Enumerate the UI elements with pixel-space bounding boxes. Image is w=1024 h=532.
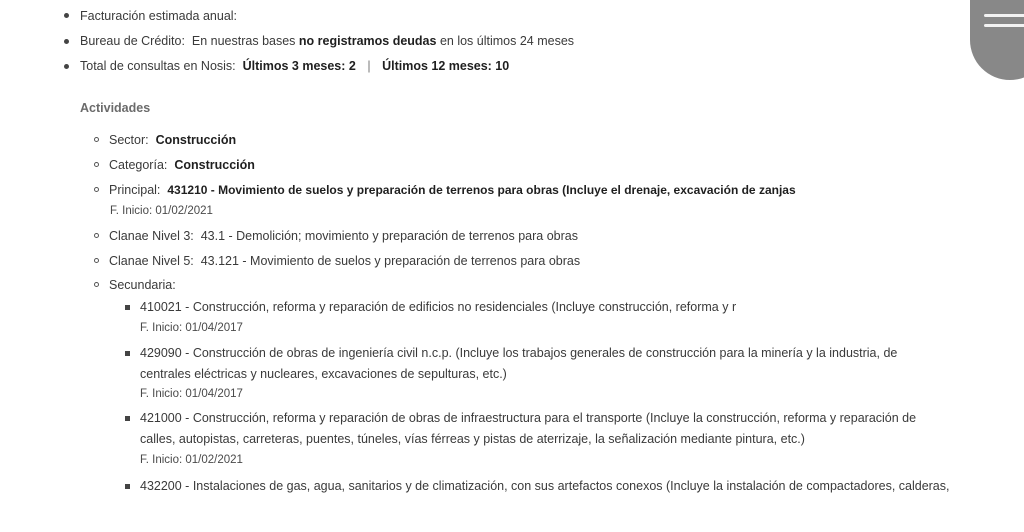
facturacion-row [80,8,237,24]
bureau-label: Bureau de Crédito: [80,34,185,48]
principal-value: 431210 - Movimiento de suelos y preparación de terrenos para obras (Incluye el drenaje, excavación de zanjas [167,183,796,197]
secundaria-label: Secundaria: [109,278,176,292]
secundaria-item-date: F. Inicio: 01/04/2017 [140,322,243,334]
bullet-square [125,305,130,310]
secundaria-item-line: centrales eléctricas y nucleares, excavaciones de sepulturas, etc.) [140,367,507,381]
consultas-separator: | [367,59,371,73]
secundaria-item-line: 429090 - Construcción de obras de ingeniería civil n.c.p. (Incluye los trabajos generales de construcción para la minería y la industria, de [140,346,898,360]
consultas-last3: Últimos 3 meses: 2 [242,59,356,73]
bullet-circle [94,162,99,167]
clanae5-row [109,253,580,269]
actividades-heading: Actividades [80,101,151,115]
menu-icon-line [984,24,1024,27]
bureau-row [80,33,574,49]
principal-label: Principal: [109,183,161,197]
sector-value: Construcción [155,133,237,147]
bullet-square [125,416,130,421]
categoria-label: Categoría: [109,158,168,172]
facturacion-label: Facturación estimada anual: [80,9,238,23]
bullet-circle [94,282,99,287]
bullet-square [125,484,130,489]
sector-label: Sector: [109,133,149,147]
secundaria-item-line: 421000 - Construcción, reforma y reparación de obras de infraestructura para el transporte (Incluye la construcción, reforma y reparación de [140,411,917,425]
menu-button[interactable] [970,0,1024,80]
bullet-circle [94,233,99,238]
categoria-value: Construcción [174,158,255,172]
secundaria-item-line: calles, autopistas, carreteras, puentes, túneles, vías férreas y pistas de aterrizaje, la señalización mediante pintura, etc.) [140,432,805,446]
secundaria-item-date: F. Inicio: 01/04/2017 [140,388,243,400]
consultas-last12: Últimos 12 meses: 10 [382,59,510,73]
bullet-circle [94,187,99,192]
principal-date: F. Inicio: 01/02/2021 [110,205,213,217]
consultas-label: Total de consultas en Nosis: [80,59,236,73]
bureau-pre: En nuestras bases [191,34,296,48]
categoria-row [109,157,255,173]
bullet [64,39,69,44]
clanae3-label: Clanae Nivel 3: [109,229,194,243]
bureau-strong: no registramos deudas [298,34,437,48]
bullet [64,13,69,18]
clanae5-value: 43.121 - Movimiento de suelos y preparación de terrenos para obras [200,254,581,268]
clanae5-label: Clanae Nivel 5: [109,254,194,268]
clanae3-row [109,228,578,244]
principal-row [109,182,796,198]
secundaria-item-line: 432200 - Instalaciones de gas, agua, sanitarios y de climatización, con sus artefactos conexos (Incluye la instalación de compactadores, calderas, [140,479,950,493]
menu-icon-line [984,14,1024,17]
sector-row [109,132,236,148]
bullet-square [125,351,130,356]
bullet [64,64,69,69]
clanae3-value: 43.1 - Demolición; movimiento y preparación de terrenos para obras [200,229,578,243]
consultas-row [80,58,509,74]
bureau-post: en los últimos 24 meses [439,34,575,48]
bullet-circle [94,137,99,142]
secundaria-item-date: F. Inicio: 01/02/2021 [140,454,243,466]
bullet-circle [94,258,99,263]
secundaria-item-line: 410021 - Construcción, reforma y reparación de edificios no residenciales (Incluye construcción, reforma y r [140,300,737,314]
